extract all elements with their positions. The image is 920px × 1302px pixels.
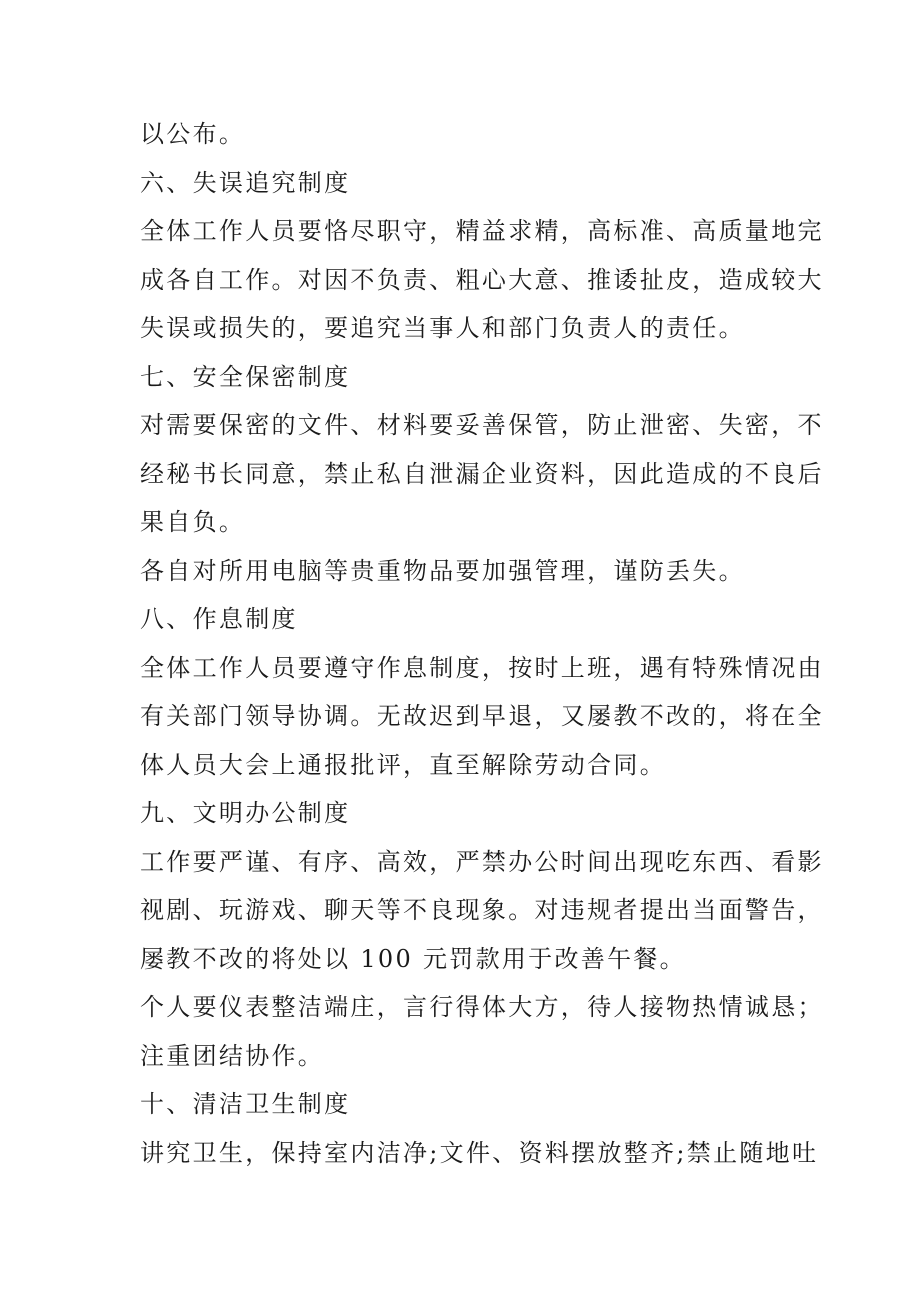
document-page (140, 110, 824, 1177)
text-line: 工作要严谨、有序、高效，严禁办公时间出现吃东西、看影 (140, 847, 824, 876)
text-line: 对需要保密的文件、材料要妥善保管，防止泄密、失密，不 (140, 411, 824, 439)
text-line: 全体工作人员要遵守作息制度，按时上班，遇有特殊情况由 (140, 653, 824, 682)
text-line: 经秘书长同意，禁止私自泄漏企业资料，因此造成的不良后 (140, 459, 824, 488)
text-line: 有关部门领导协调。无故迟到早退，又屡教不改的，将在全 (140, 702, 824, 730)
section-heading: 七、安全保密制度 (140, 362, 351, 391)
text-line: 体人员大会上通报批评，直至解除劳动合同。 (140, 750, 666, 779)
text-line: 个人要仪表整洁端庄，言行得体大方，待人接物热情诚恳； (140, 993, 824, 1021)
text-line: 视剧、玩游戏、聊天等不良现象。对违规者提出当面警告， (140, 896, 824, 924)
section-heading: 六、失误追究制度 (140, 168, 351, 197)
text-line: 屡教不改的将处以 100 元罚款用于改善午餐。 (140, 944, 686, 973)
text-line: 成各自工作。对因不负责、粗心大意、推诿扯皮，造成较大 (140, 265, 824, 294)
text-line: 讲究卫生，保持室内洁净;文件、资料摆放整齐;禁止随地吐 (140, 1138, 819, 1167)
section-heading: 十、清洁卫生制度 (140, 1090, 351, 1118)
text-line: 失误或损失的，要追究当事人和部门负责人的责任。 (140, 314, 745, 342)
section-heading: 九、文明办公制度 (140, 799, 351, 827)
section-heading: 八、作息制度 (140, 605, 298, 633)
text-line: 以公布。 (140, 120, 246, 148)
text-line: 注重团结协作。 (140, 1041, 325, 1070)
text-line: 果自负。 (140, 508, 246, 536)
text-line: 全体工作人员要恪尽职守，精益求精，高标准、高质量地完 (140, 217, 824, 245)
text-line: 各自对所用电脑等贵重物品要加强管理，谨防丢失。 (140, 556, 745, 585)
